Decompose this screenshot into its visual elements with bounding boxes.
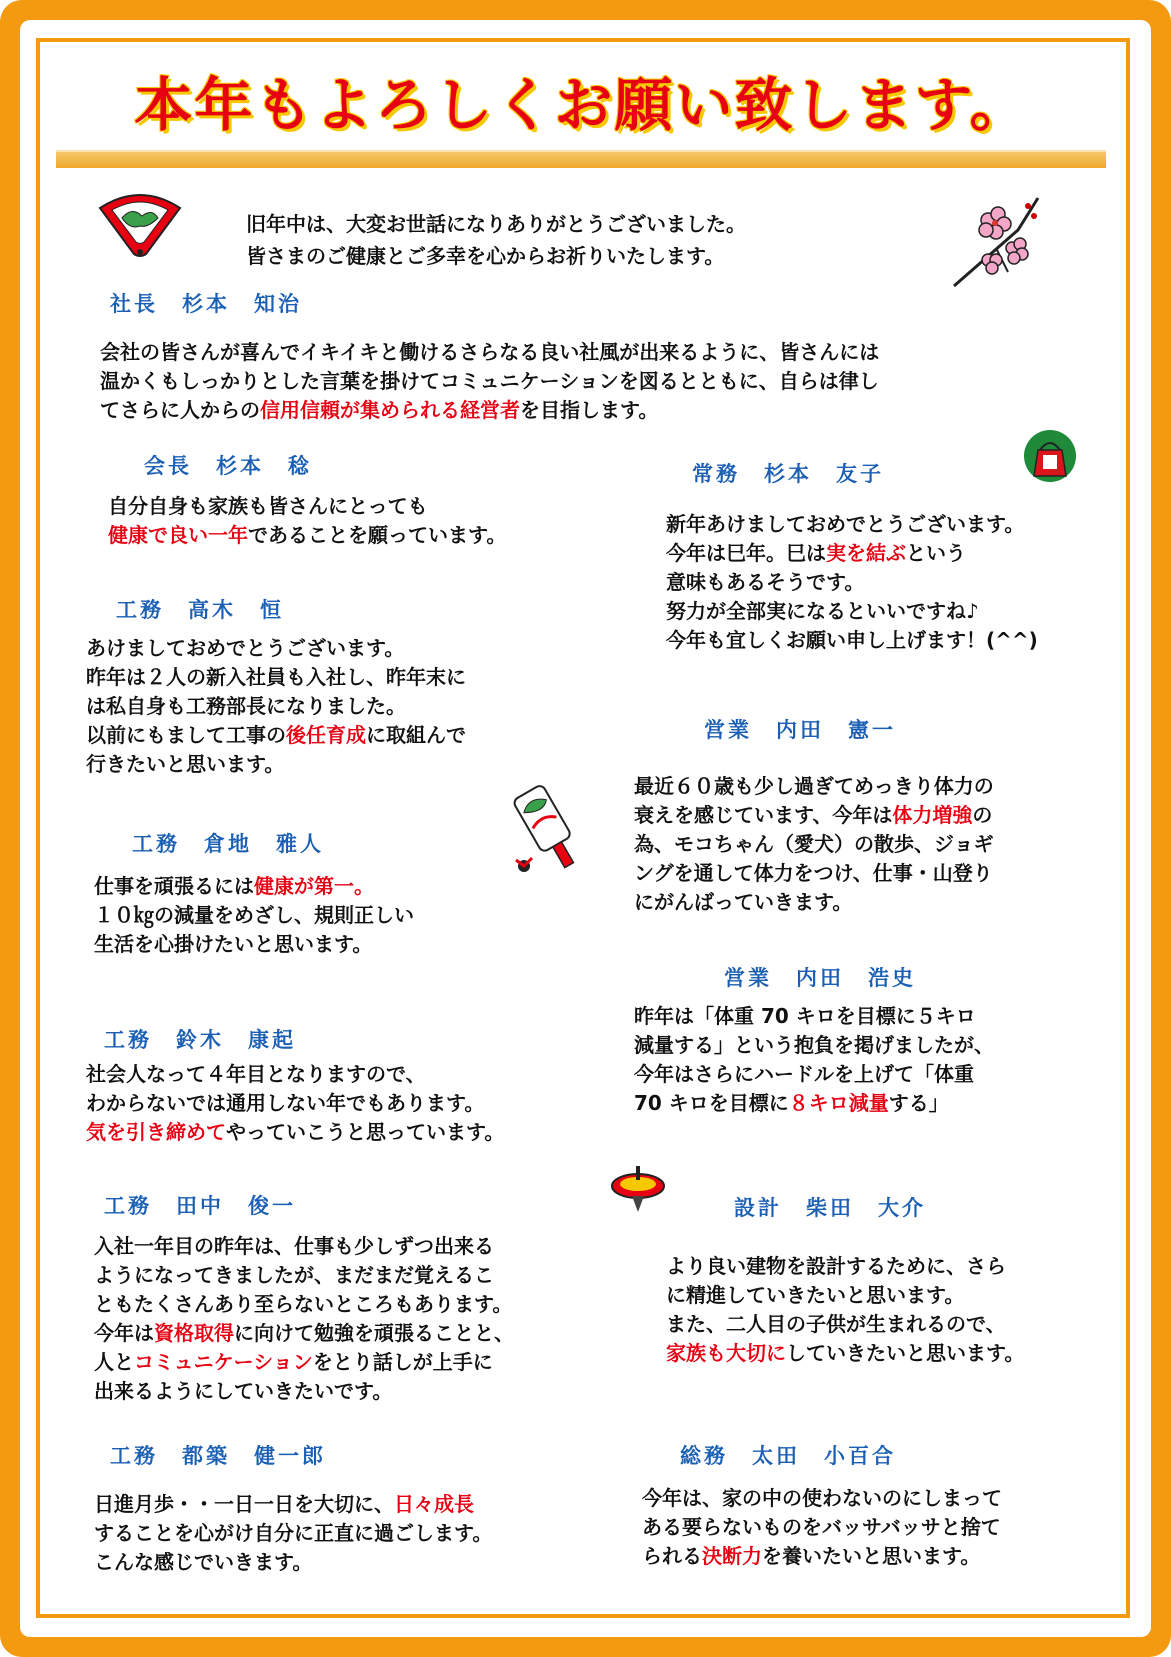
highlight-text: 実を結ぶ: [826, 541, 906, 565]
tomoko-name: 常務 杉本 友子: [692, 462, 884, 486]
tsuzuki-name: 工務 都築 健一郎: [110, 1444, 326, 1468]
message-line: することを心がけ自分に正直に過ごします。: [94, 1521, 493, 1545]
tanaka-message: [94, 1232, 514, 1406]
message-line: 温かくもしっかりとした言葉を掛けてコミュニケーションを図るとともに、自らは律し: [100, 369, 879, 393]
message-line: 健康で良い一年であることを願っています。: [108, 523, 507, 547]
message-line: 入社一年目の昨年は、仕事も少しずつ出来る: [94, 1234, 494, 1258]
message-line: 気を引き締めてやっていこうと思っています。: [86, 1120, 505, 1144]
kurachi-message: [94, 872, 414, 959]
message-line: ングを通して体力をつけ、仕事・山登り: [634, 861, 993, 885]
message-line: 昨年は「体重 70 キロを目標に５キロ: [634, 1004, 976, 1028]
message-line: ある要らないものをバッサバッサと捨て: [642, 1515, 1001, 1539]
ota-message: [642, 1484, 1002, 1571]
message-line: また、二人目の子供が生まれるので、: [666, 1312, 1006, 1336]
kenichi-message: [634, 772, 994, 917]
message-line: ともたくさんあり至らないところもあります。: [94, 1292, 513, 1316]
highlight-text: コミュニケーション: [134, 1350, 313, 1374]
message-line: 今年は巳年。巳は実を結ぶという: [666, 541, 966, 565]
kenichi-name: 営業 内田 憲一: [704, 718, 896, 742]
hiroshi-name: 営業 内田 浩史: [724, 966, 916, 990]
message-line: 昨年は２人の新入社員も入社し、昨年末に: [86, 665, 466, 689]
chairman-name: 会長 杉本 稔: [144, 454, 312, 478]
message-line: 日進月歩・・一日一日を大切に、日々成長: [94, 1492, 474, 1516]
kurachi-name: 工務 倉地 雅人: [132, 832, 324, 856]
highlight-text: 家族も大切に: [666, 1341, 786, 1365]
intro-line: 旧年中は、大変お世話になりありがとうございました。: [246, 212, 746, 236]
message-line: 70 キロを目標に８キロ減量する」: [634, 1091, 949, 1115]
highlight-text: ８キロ減量: [788, 1091, 889, 1115]
tomoko-message: [666, 510, 1038, 655]
intro-greeting: [246, 208, 746, 272]
message-line: 今年も宜しくお願い申し上げます！(^^): [666, 628, 1038, 652]
message-line: 衰えを感じています、今年は体力増強の: [634, 803, 993, 827]
hiroshi-message: [634, 1002, 994, 1118]
message-line: 生活を心掛けたいと思います。: [94, 932, 373, 956]
message-line: 為、モコちゃん（愛犬）の散歩、ジョギ: [634, 832, 994, 856]
highlight-text: 後任育成: [286, 723, 366, 747]
suzuki-name: 工務 鈴木 康起: [104, 1028, 296, 1052]
message-line: 今年は、家の中の使わないのにしまって: [642, 1486, 1002, 1510]
message-line: 新年あけましておめでとうございます。: [666, 512, 1025, 536]
shibata-name: 設計 柴田 大介: [734, 1196, 926, 1220]
message-line: わからないでは通用しない年でもあります。: [86, 1091, 485, 1115]
title-divider: [56, 150, 1106, 168]
sensu-fan-icon: [96, 188, 184, 260]
message-line: 人とコミュニケーションをとり話しが上手に: [94, 1350, 493, 1374]
message-line: 自分自身も家族も皆さんにとっても: [108, 494, 428, 518]
message-line: 最近６０歳も少し過ぎてめっきり体力の: [634, 774, 994, 798]
message-line: １０㎏の減量をめざし、規則正しい: [94, 903, 414, 927]
takagi-message: [86, 634, 466, 779]
message-line: 努力が全部実になるといいですね♪: [666, 599, 979, 623]
hagoita-icon: [510, 782, 590, 878]
message-line: 意味もあるそうです。: [666, 570, 865, 594]
chairman-message: [108, 492, 506, 550]
message-line: 以前にもまして工事の後任育成に取組んで: [86, 723, 466, 747]
highlight-text: 健康で良い一年: [108, 523, 248, 547]
suzuki-message: [86, 1060, 504, 1147]
tsuzuki-message: [94, 1490, 492, 1577]
lucky-bag-icon: [1022, 428, 1078, 484]
shibata-message: [666, 1252, 1024, 1368]
tanaka-name: 工務 田中 俊一: [104, 1194, 296, 1218]
message-line: 今年は資格取得に向けて勉強を頑張ることと、: [94, 1321, 514, 1345]
message-line: 会社の皆さんが喜んでイキイキと働けるさらなる良い社風が出来るように、皆さんには: [100, 340, 880, 364]
message-line: 仕事を頑張るには健康が第一。: [94, 874, 374, 898]
highlight-text: 決断力: [702, 1544, 762, 1568]
takagi-name: 工務 高木 恒: [116, 598, 284, 622]
message-line: あけましておめでとうございます。: [86, 636, 405, 660]
highlight-text: 日々成長: [394, 1492, 474, 1516]
message-line: 減量する」という抱負を掲げましたが、: [634, 1033, 994, 1057]
plum-blossom-icon: [948, 190, 1048, 290]
message-line: にがんばっていきます。: [634, 890, 853, 914]
message-line: は私自身も工務部長になりました。: [86, 694, 406, 718]
koma-top-icon: [608, 1164, 668, 1216]
message-line: 行きたいと思います。: [86, 752, 285, 776]
message-line: こんな感じでいきます。: [94, 1550, 313, 1574]
page-title: 本年もよろしくお願い致します。: [134, 71, 1030, 139]
intro-line: 皆さまのご健康とご多幸を心からお祈りいたします。: [246, 244, 725, 268]
message-line: ようになってきましたが、まだまだ覚えるこ: [94, 1263, 494, 1287]
highlight-text: 体力増強: [892, 803, 973, 827]
message-line: てさらに人からの信用信頼が集められる経営者を目指します。: [100, 398, 659, 422]
highlight-text: 信用信頼が集められる経営者: [260, 398, 520, 422]
president-name: 社長 杉本 知治: [110, 292, 302, 316]
message-line: 社会人なって４年目となりますので、: [86, 1062, 426, 1086]
highlight-text: 資格取得: [154, 1321, 234, 1345]
message-line: られる決断力を養いたいと思います。: [642, 1544, 981, 1568]
message-line: より良い建物を設計するために、さら: [666, 1254, 1006, 1278]
president-message: [100, 338, 879, 425]
ota-name: 総務 太田 小百合: [680, 1444, 896, 1468]
message-line: 今年はさらにハードルを上げて「体重: [634, 1062, 974, 1086]
message-line: 家族も大切にしていきたいと思います。: [666, 1341, 1025, 1365]
highlight-text: 気を引き締めて: [86, 1120, 226, 1144]
highlight-text: 健康が第一。: [254, 874, 374, 898]
message-line: 出来るようにしていきたいです。: [94, 1379, 393, 1403]
message-line: に精進していきたいと思います。: [666, 1283, 965, 1307]
